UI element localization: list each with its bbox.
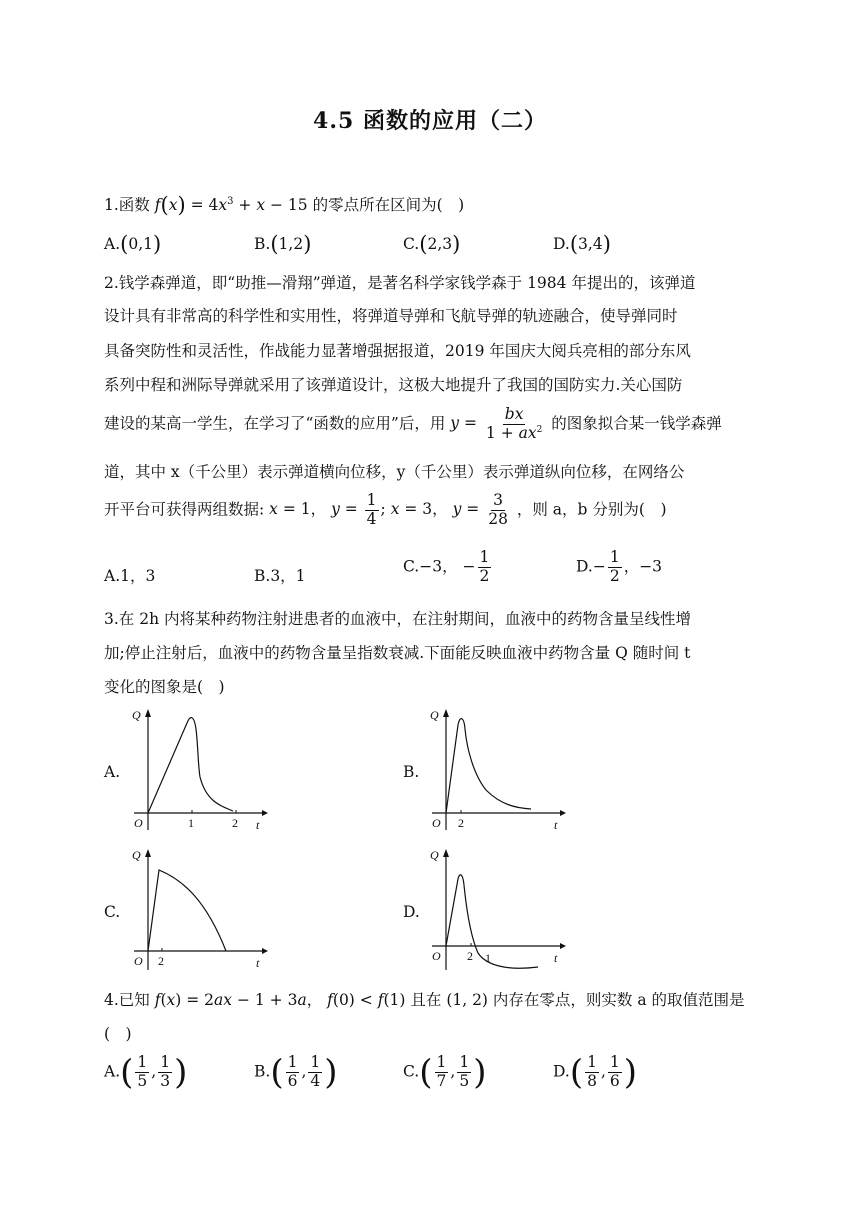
q3-line-2: 加;停止注射后，血液中的药物含量呈指数衰减.下面能反映血液中药物含量 Q 随时间 t: [104, 644, 691, 662]
tick-label: 2: [467, 949, 473, 963]
curve: [446, 875, 538, 968]
axis-label-q: Q: [132, 708, 141, 722]
q1-option-d[interactable]: D.(3,4): [553, 232, 611, 256]
tick-label: 2: [458, 816, 464, 830]
q4-function: f(x) = 2ax − 1 + 3a: [154, 991, 307, 1009]
q3-graph-d[interactable]: [426, 845, 566, 975]
q1-function: $f(x) = 4x^3 + x - 15$: [154, 193, 308, 217]
q4-line-2: ( ): [104, 1025, 132, 1043]
curve: [148, 870, 226, 951]
q2-line-4: 系列中程和洲际导弹就采用了该弹道设计，这极大地提升了我国的国防实力.关心国防: [104, 376, 683, 394]
q4-interval: (1, 2): [446, 991, 488, 1009]
q2-line-2: 设计具有非常高的科学性和实用性，将弹道导弹和飞航导弹的轨迹融合，使导弹同时: [104, 307, 678, 325]
tick-label: 1: [188, 816, 194, 830]
curve: [446, 719, 531, 813]
q4-stem: 4.已知 f(x) = 2ax − 1 + 3a， f(0) < f(1) 且在 (1, 2) 内存在零点，则实数 a 的取值范围是: [104, 991, 745, 1009]
q4-condition: f(0) < f(1): [327, 991, 406, 1009]
q3-line-3: 变化的图象是( ): [104, 678, 225, 696]
axis-label-t: t: [256, 956, 260, 970]
tick-label: 2: [158, 954, 164, 968]
q4-option-d[interactable]: D.( $\frac{1}{8}$ , $\frac{1}{6}$ ): [553, 1052, 638, 1093]
axis-label-q: Q: [430, 708, 439, 722]
q2-line-7: 开平台可获得两组数据: x = 1， y = $\frac{1}{4}$ ; x = 3， y = $\frac{3}{28}$ ，则 a，b 分别为( ): [104, 491, 667, 528]
q3-option-d-label[interactable]: D.: [403, 903, 420, 921]
q3-graph-b[interactable]: [426, 705, 566, 835]
q3-graph-c[interactable]: [128, 845, 268, 975]
origin-label: O: [432, 949, 441, 963]
q4-option-b[interactable]: B.( $\frac{1}{6}$ , $\frac{1}{4}$ ): [254, 1052, 338, 1093]
origin-label: O: [432, 816, 441, 830]
q2-model-formula: y = $\frac{bx}{1 + ax^2}$: [450, 405, 543, 442]
q2-line-6: 道，其中 x（千公里）表示弹道横向位移，y（千公里）表示弹道纵向位移，在网络公: [104, 463, 685, 481]
q2-option-d[interactable]: D.− $\frac{1}{2}$ ，−3: [576, 548, 663, 585]
q2-line-1: 2.钱学森弹道，即“助推—滑翔”弹道，是著名科学家钱学森于 1984 年提出的，该弹道: [104, 274, 696, 292]
q1-stem: 1.函数 $f(x) = 4x^3 + x - 15$ 的零点所在区间为( ): [104, 193, 465, 217]
axis-label-t: t: [256, 818, 260, 832]
q3-option-a-label[interactable]: A.: [104, 763, 121, 781]
q3-option-b-label[interactable]: B.: [403, 763, 420, 781]
axis-label-q: Q: [430, 848, 439, 862]
page-title: 4.5 函数的应用（二）: [313, 108, 547, 134]
axis-label-t: t: [554, 818, 558, 832]
axis-label-t: t: [554, 951, 558, 965]
axis-label-q: Q: [132, 848, 141, 862]
q2-data-pairs: x = 1， y = $\frac{1}{4}$ ; x = 3， y = $\frac{3}{28}$: [269, 491, 508, 528]
curve: [148, 718, 233, 813]
q1-option-b[interactable]: B.(1,2): [254, 232, 312, 256]
q2-option-a[interactable]: A.1，3: [104, 567, 156, 585]
tick-label: 1: [485, 951, 491, 965]
origin-label: O: [134, 954, 143, 968]
q4-option-a[interactable]: A.( $\frac{1}{5}$ , $\frac{1}{3}$ ): [104, 1052, 188, 1093]
q3-option-c-label[interactable]: C.: [104, 903, 121, 921]
q2-line-3: 具备突防性和灵活性，作战能力显著增强据报道，2019 年国庆大阅兵亮相的部分东风: [104, 342, 691, 360]
tick-label: 2: [232, 816, 238, 830]
q2-option-c[interactable]: C.−3， − $\frac{1}{2}$: [403, 548, 490, 585]
q1-option-a[interactable]: A.(0,1): [104, 232, 162, 256]
q4-option-c[interactable]: C.( $\frac{1}{7}$ , $\frac{1}{5}$ ): [403, 1052, 487, 1093]
q2-option-b[interactable]: B.3，1: [254, 567, 306, 585]
q2-line-5: 建设的某高一学生，在学习了“函数的应用”后，用 y = $\frac{bx}{1 + ax^2}$ 的图象拟合某一钱学森弹: [104, 405, 722, 442]
origin-label: O: [134, 816, 143, 830]
q3-graph-a[interactable]: [128, 705, 268, 835]
q3-line-1: 3.在 2h 内将某种药物注射进患者的血液中，在注射期间，血液中的药物含量呈线性增: [104, 610, 691, 628]
q1-option-c[interactable]: C.(2,3): [403, 232, 461, 256]
